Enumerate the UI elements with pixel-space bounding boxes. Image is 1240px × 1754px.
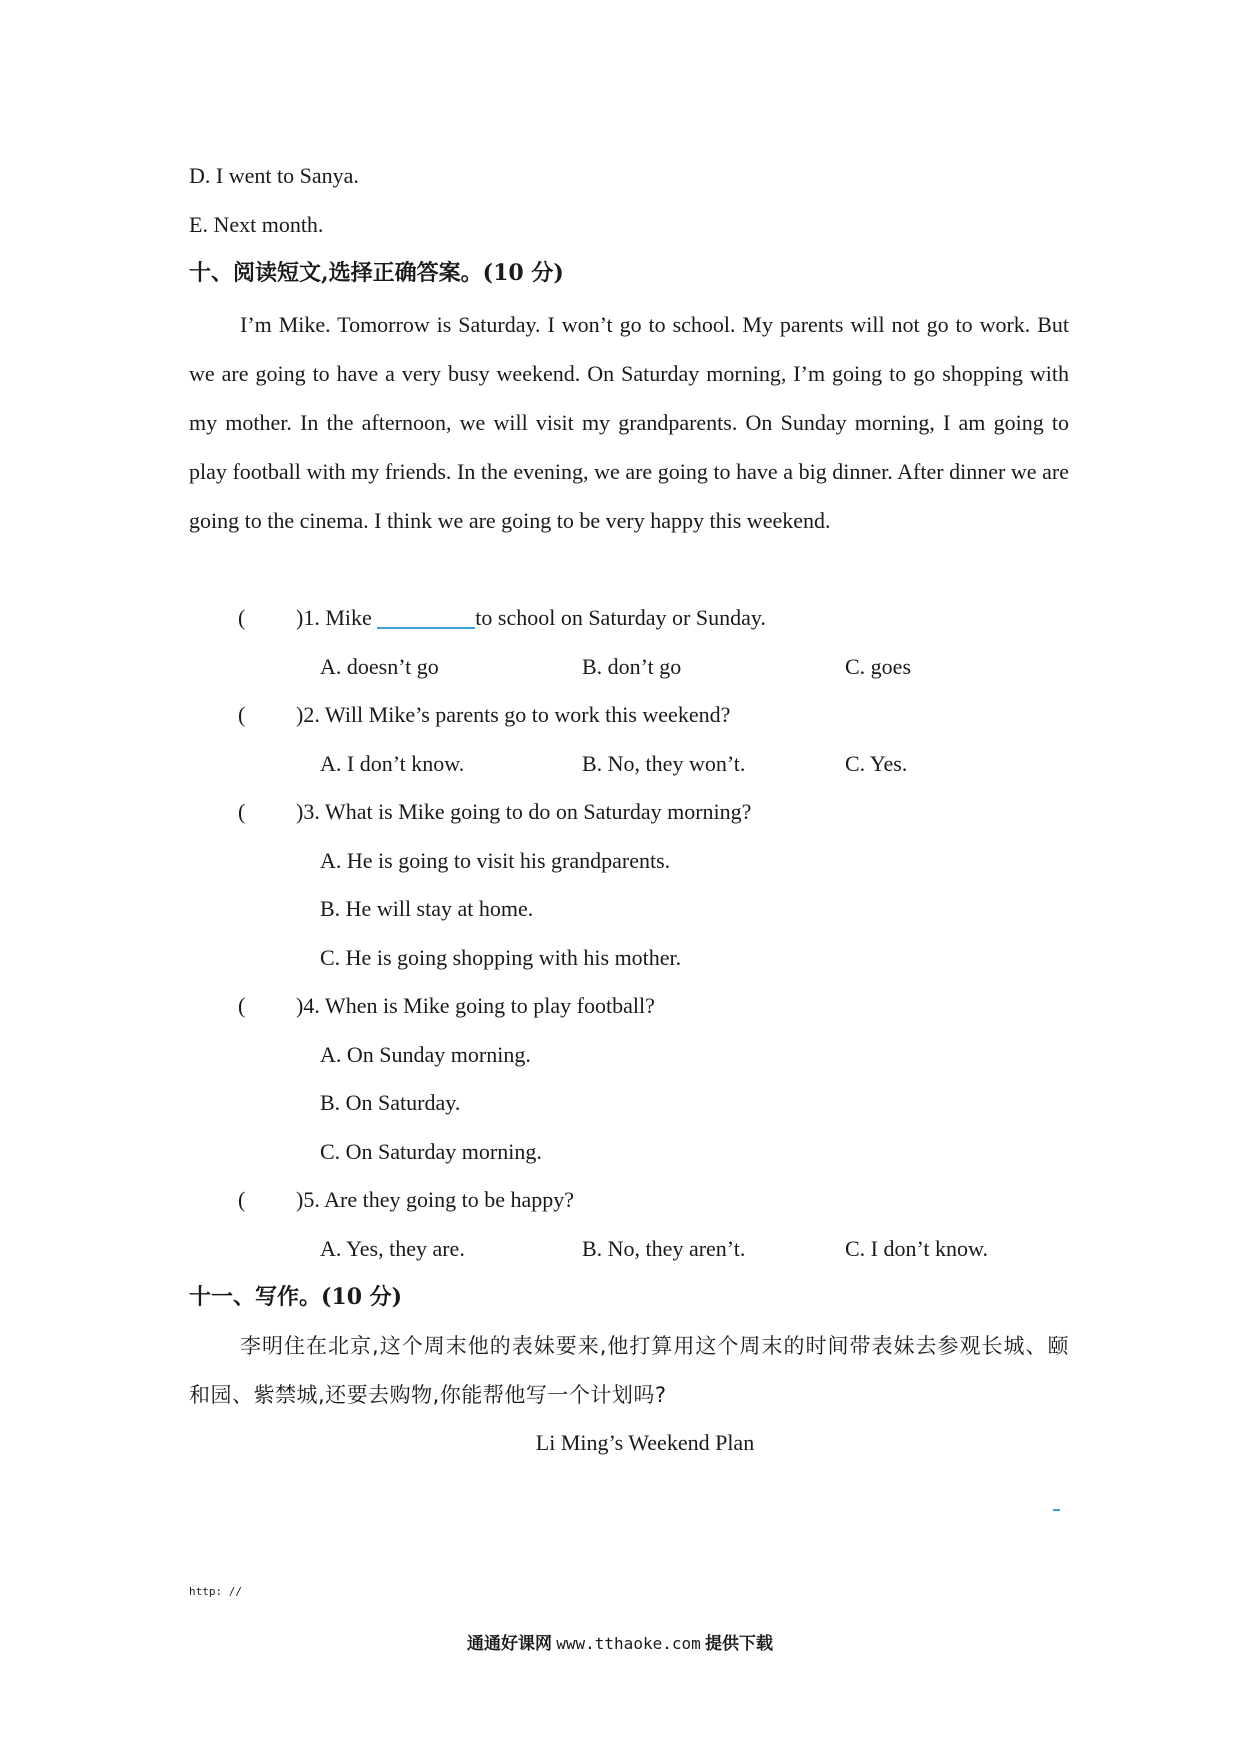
q3-stem: )3. What is Mike going to do on Saturday morning? [296, 799, 752, 824]
footer-site-name: 通通好课网 [467, 1634, 552, 1654]
writing-prompt: 李明住在北京,这个周末他的表妹要来,他打算用这个周末的时间带表妹去参观长城、颐和园、紫禁城,还要去购物,你能帮他写一个计划吗? [189, 1334, 1069, 1407]
writing-line-mark [1053, 1509, 1060, 1511]
q1-bracket[interactable]: ( [238, 605, 246, 630]
q2-bracket[interactable]: ( [238, 702, 246, 727]
footer [0, 1629, 1240, 1654]
q1-option-c: C. goes [845, 654, 911, 679]
option-d: D. I went to Sanya. [189, 163, 359, 188]
q3-option-c: C. He is going shopping with his mother. [320, 945, 682, 970]
q1-prefix: )1. Mike [296, 605, 372, 630]
section-10-title: 十、阅读短文,选择正确答案。(10 分) [189, 260, 564, 286]
http-text: http: // [189, 1585, 242, 1598]
q1-suffix: to school on Saturday or Sunday. [475, 605, 766, 630]
q4-option-b: B. On Saturday. [320, 1090, 461, 1115]
q4-stem: )4. When is Mike going to play football? [296, 993, 655, 1018]
q3-option-b: B. He will stay at home. [320, 896, 534, 921]
q2-option-a: A. I don’t know. [320, 751, 465, 776]
section-11-title: 十一、写作。(10 分) [189, 1284, 403, 1310]
q4-bracket[interactable]: ( [238, 993, 246, 1018]
q5-stem: )5. Are they going to be happy? [296, 1187, 574, 1212]
q5-option-b: B. No, they aren’t. [582, 1236, 746, 1261]
q3-option-a: A. He is going to visit his grandparents. [320, 848, 671, 873]
reading-passage: I’m Mike. Tomorrow is Saturday. I won’t go to school. My parents will not go to work. But we are going to have a very busy weekend. On Saturday morning, I’m going to go shopping with my mother. In the afternoon, we will visit my grandparents. On Sunday morning, I am going to play football with my friends. In the evening, we are going to have a big dinner. After dinner we are going to the cinema. I think we are going to be very happy this weekend. [189, 312, 1069, 533]
q1-option-b: B. don’t go [582, 654, 682, 679]
q3-bracket[interactable]: ( [238, 799, 246, 824]
footer-download-text: 提供下载 [705, 1634, 773, 1654]
q5-option-a: A. Yes, they are. [320, 1236, 465, 1261]
plan-title: Li Ming’s Weekend Plan [535, 1430, 755, 1455]
footer-url[interactable]: www.tthaoke.com [556, 1634, 701, 1653]
q1-answer-blank[interactable] [377, 605, 475, 629]
q4-option-a: A. On Sunday morning. [320, 1042, 531, 1067]
q2-option-c: C. Yes. [845, 751, 908, 776]
q2-option-b: B. No, they won’t. [582, 751, 746, 776]
q4-option-c: C. On Saturday morning. [320, 1139, 542, 1164]
q1-stem [296, 603, 766, 633]
q2-stem: )2. Will Mike’s parents go to work this weekend? [296, 702, 731, 727]
option-e: E. Next month. [189, 212, 324, 237]
q5-bracket[interactable]: ( [238, 1187, 246, 1212]
q5-option-c: C. I don’t know. [845, 1236, 988, 1261]
q1-option-a: A. doesn’t go [320, 654, 439, 679]
